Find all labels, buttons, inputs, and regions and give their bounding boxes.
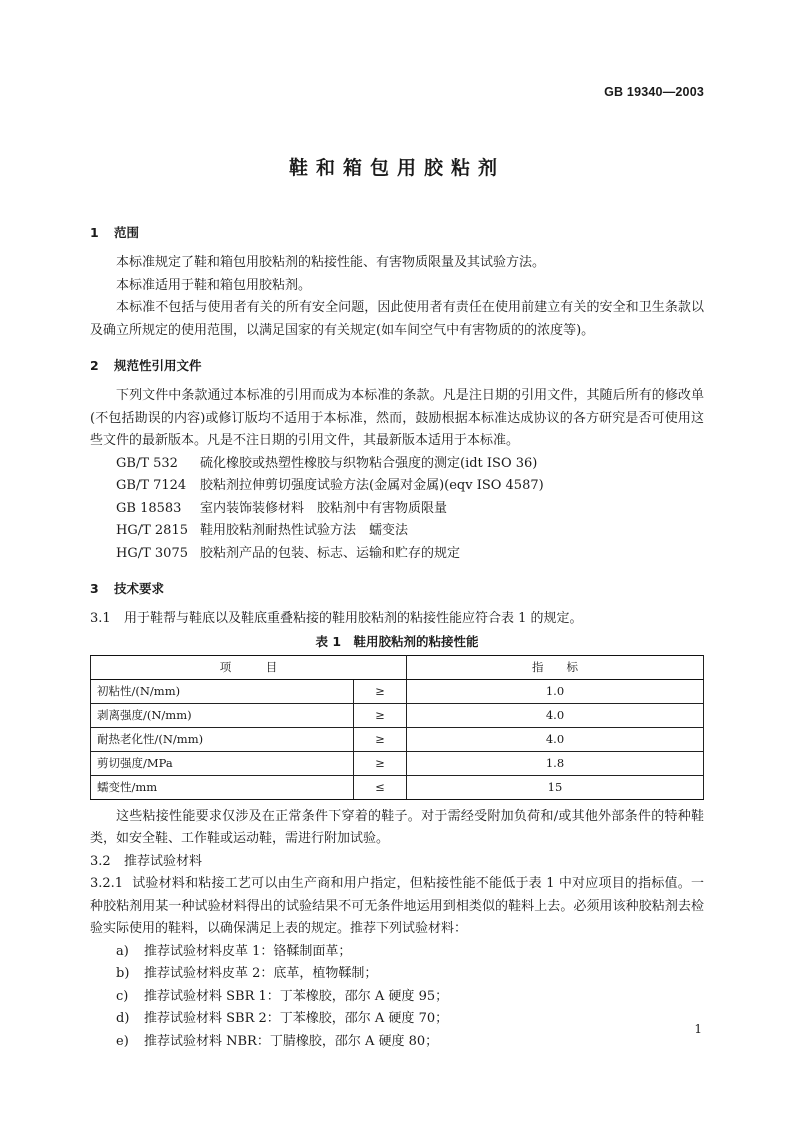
scope-paragraph-3: 本标准不包括与使用者有关的所有安全问题，因此使用者有责任在使用前建立有关的安全和卫生条款以及确立所规定的使用范围，以满足国家的有关规定(如车间空气中有害物质的的浓度等)。 bbox=[90, 300, 704, 338]
property-name: 剪切强度/MPa bbox=[91, 751, 354, 775]
table-caption: 表 1 鞋用胶粘剂的粘接性能 bbox=[315, 633, 479, 649]
list-text: 推荐试验材料 SBR 1：丁苯橡胶，邵尔 A 硬度 95； bbox=[144, 988, 449, 1004]
reference-item bbox=[90, 543, 704, 566]
adhesion-performance-table bbox=[90, 655, 704, 800]
page-number: 1 bbox=[694, 1022, 702, 1036]
table-row bbox=[91, 727, 704, 751]
section-number: 3 bbox=[90, 581, 99, 596]
property-value: 4.0 bbox=[407, 727, 704, 751]
reference-title: 室内装饰装修材料 胶粘剂中有害物质限量 bbox=[200, 500, 448, 516]
list-item bbox=[90, 1031, 704, 1054]
references-intro: 下列文件中条款通过本标准的引用而成为本标准的条款。凡是注日期的引用文件，其随后所有的修改单(不包括勘误的内容)或修订版均不适用于本标准，然而，鼓励根据本标准达成协议的各方研究是否可使用这些文件的最新版本。凡是不注日期的引用文件，其最新版本适用于本标准。 bbox=[90, 388, 704, 448]
reference-code: GB 18583 bbox=[116, 500, 182, 516]
table-note: 这些粘接性能要求仅涉及在正常条件下穿着的鞋子。对于需经受附加负荷和/或其他外部条件的特种鞋类，如安全鞋、工作鞋或运动鞋，需进行附加试验。 bbox=[90, 808, 704, 846]
list-marker: b) bbox=[116, 966, 130, 981]
section-number: 2 bbox=[90, 358, 99, 373]
comparison-operator: ≥ bbox=[354, 679, 407, 703]
comparison-operator: ≥ bbox=[354, 703, 407, 727]
list-text: 推荐试验材料皮革 2：底革，植物鞣制； bbox=[144, 966, 378, 981]
reference-title: 硫化橡胶或热塑性橡胶与织物粘合强度的测定(idt ISO 36) bbox=[200, 455, 538, 471]
property-value: 15 bbox=[407, 775, 704, 799]
property-name: 耐热老化性/(N/mm) bbox=[91, 727, 354, 751]
column-header-item: 项 目 bbox=[91, 655, 407, 679]
reference-title: 胶粘剂拉伸剪切强度试验方法(金属对金属)(eqv ISO 4587) bbox=[200, 478, 544, 493]
section-1-heading bbox=[90, 222, 704, 244]
list-marker: e) bbox=[116, 1033, 129, 1049]
clause-title: 推荐试验材料 bbox=[124, 853, 203, 869]
table-header-row bbox=[91, 655, 704, 679]
property-value: 4.0 bbox=[407, 703, 704, 727]
reference-item bbox=[90, 520, 704, 543]
clause-text: 用于鞋帮与鞋底以及鞋底重叠粘接的鞋用胶粘剂的粘接性能应符合表 1 的规定。 bbox=[124, 611, 583, 626]
clause-number: 3.1 bbox=[90, 611, 111, 626]
clause-3-1 bbox=[90, 608, 704, 631]
list-marker: a) bbox=[116, 943, 129, 959]
table-row bbox=[91, 703, 704, 727]
table-row bbox=[91, 679, 704, 703]
property-value: 1.8 bbox=[407, 751, 704, 775]
reference-code: HG/T 2815 bbox=[116, 523, 188, 538]
section-3-heading bbox=[90, 578, 704, 600]
property-name: 蠕变性/mm bbox=[91, 775, 354, 799]
clause-3-2-1 bbox=[90, 873, 704, 941]
reference-code: GB/T 532 bbox=[116, 455, 178, 471]
reference-item bbox=[90, 453, 704, 476]
table-row bbox=[91, 775, 704, 799]
property-name: 初粘性/(N/mm) bbox=[91, 679, 354, 703]
property-name: 剥离强度/(N/mm) bbox=[91, 703, 354, 727]
list-text: 推荐试验材料皮革 1：铬鞣制面革； bbox=[144, 943, 352, 959]
section-2-heading bbox=[90, 355, 704, 377]
clause-number: 3.2 bbox=[90, 853, 111, 869]
reference-code: HG/T 3075 bbox=[116, 545, 188, 561]
section-title: 技术要求 bbox=[114, 581, 165, 596]
property-value: 1.0 bbox=[407, 679, 704, 703]
list-marker: c) bbox=[116, 988, 129, 1004]
section-title: 范围 bbox=[114, 225, 140, 240]
document-title: 鞋和箱包用胶粘剂 bbox=[288, 157, 505, 179]
list-text: 推荐试验材料 NBR：丁腈橡胶，邵尔 A 硬度 80； bbox=[144, 1033, 439, 1049]
document-body bbox=[90, 222, 704, 1053]
section-number: 1 bbox=[90, 225, 99, 240]
reference-item bbox=[90, 498, 704, 521]
comparison-operator: ≥ bbox=[354, 727, 407, 751]
reference-title: 胶粘剂产品的包装、标志、运输和贮存的规定 bbox=[200, 545, 461, 561]
list-item bbox=[90, 1008, 704, 1031]
list-item bbox=[90, 963, 704, 986]
clause-text: 试验材料和粘接工艺可以由生产商和用户指定，但粘接性能不能低于表 1 中对应项目的指标值。一种胶粘剂用某一种试验材料得出的试验结果不可无条件地运用到相类似的鞋料上去。必须用该种胶粘剂去检验实际使用的鞋料，以确保满足上表的规定。推荐下列试验材料： bbox=[90, 876, 704, 936]
section-title: 规范性引用文件 bbox=[114, 358, 202, 373]
scope-paragraph-2: 本标准适用于鞋和箱包用胶粘剂。 bbox=[116, 277, 312, 293]
column-header-value: 指 标 bbox=[407, 655, 704, 679]
list-marker: d) bbox=[116, 1011, 130, 1026]
clause-3-2-heading bbox=[90, 851, 704, 874]
table-row bbox=[91, 751, 704, 775]
list-item bbox=[90, 941, 704, 964]
reference-item bbox=[90, 475, 704, 498]
list-item bbox=[90, 986, 704, 1009]
clause-number: 3.2.1 bbox=[90, 876, 124, 891]
reference-title: 鞋用胶粘剂耐热性试验方法 蠕变法 bbox=[200, 523, 409, 538]
comparison-operator: ≥ bbox=[354, 751, 407, 775]
comparison-operator: ≤ bbox=[354, 775, 407, 799]
list-text: 推荐试验材料 SBR 2：丁苯橡胶，邵尔 A 硬度 70； bbox=[144, 1011, 449, 1026]
scope-paragraph-1: 本标准规定了鞋和箱包用胶粘剂的粘接性能、有害物质限量及其试验方法。 bbox=[116, 255, 546, 270]
standard-code: GB 19340—2003 bbox=[604, 85, 704, 99]
reference-code: GB/T 7124 bbox=[116, 478, 187, 493]
